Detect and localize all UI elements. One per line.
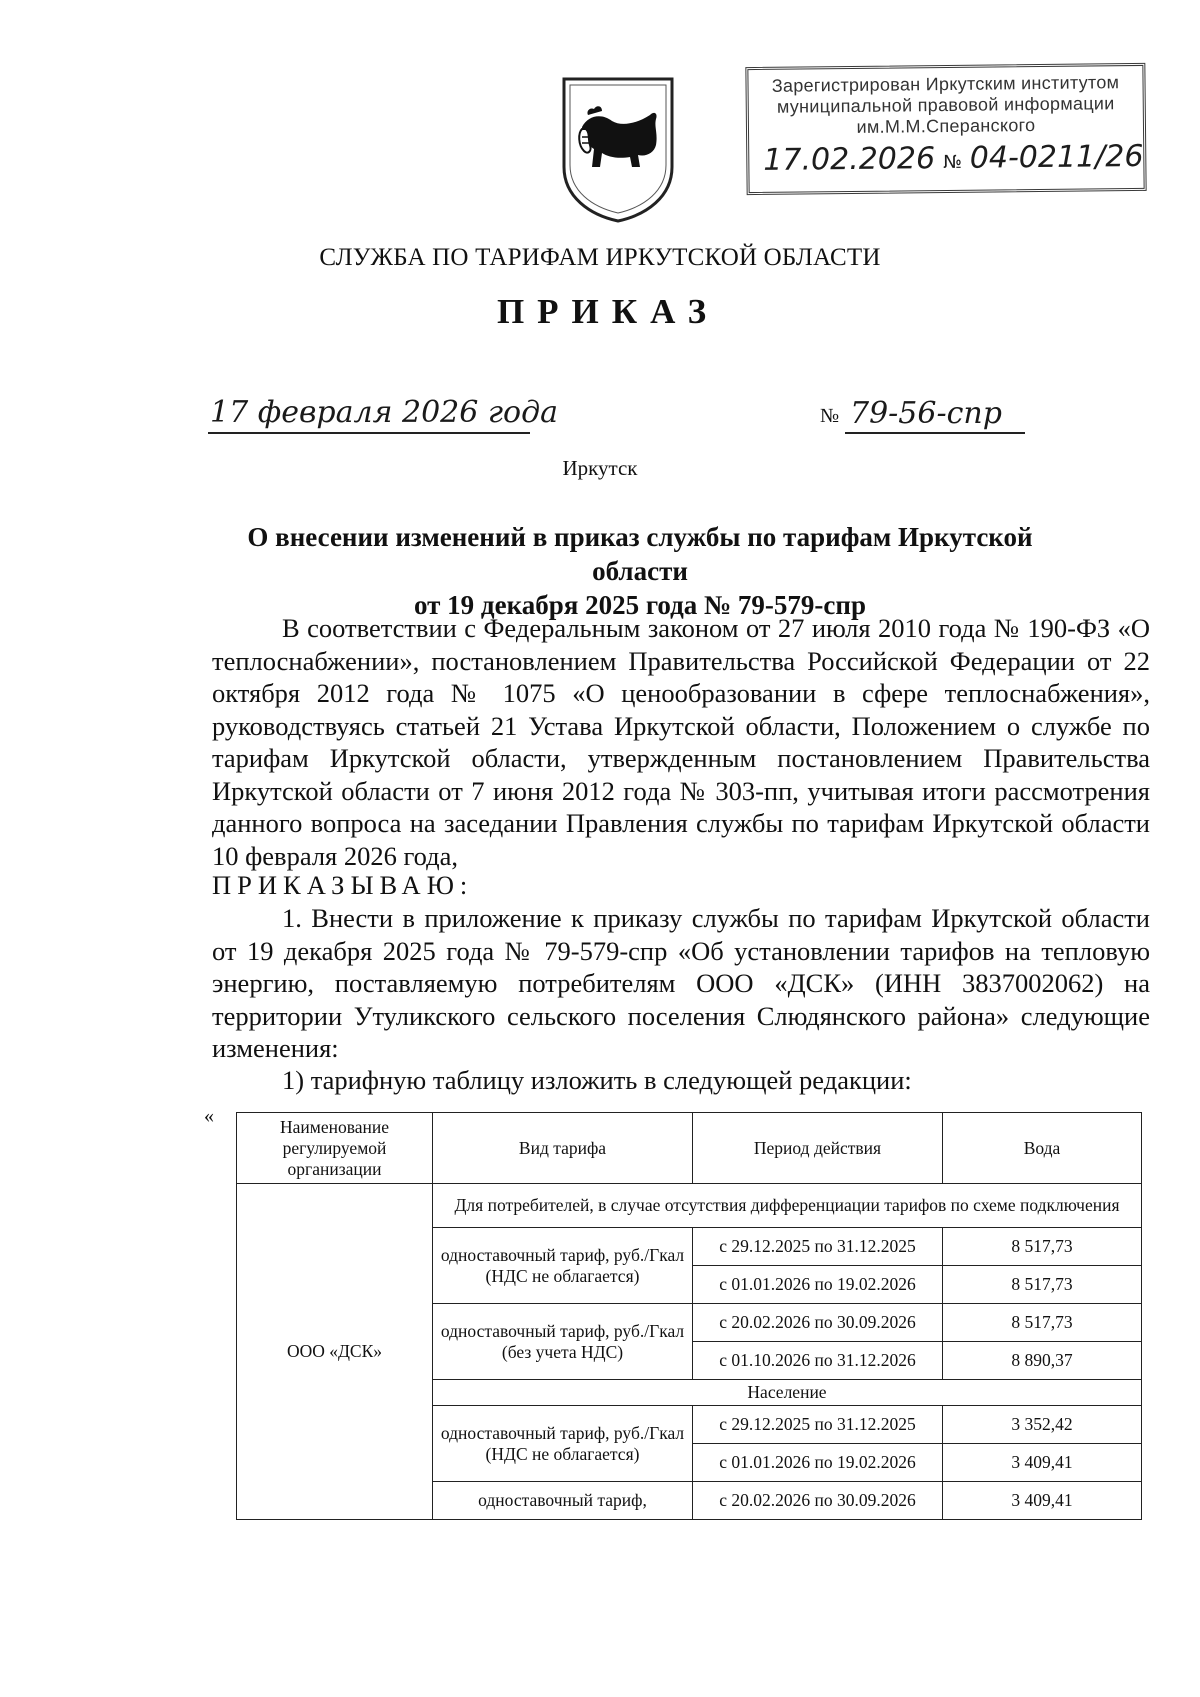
stamp-date: 17.02.2026 <box>763 141 936 178</box>
tariff-type-cell: одноставочный тариф, <box>433 1482 693 1520</box>
stamp-registration-line <box>763 138 1144 178</box>
header-period: Период действия <box>693 1113 943 1184</box>
value-cell: 8 517,73 <box>943 1304 1142 1342</box>
header-tariff-type: Вид тарифа <box>433 1113 693 1184</box>
header-organization: Наименование регулируемой организации <box>237 1113 433 1184</box>
number-underline <box>845 432 1025 434</box>
item-1-subitem: 1) тарифную таблицу изложить в следующей редакции: <box>282 1065 912 1095</box>
tariff-type-cell: одноставочный тариф, руб./Гкал (НДС не облагается) <box>433 1228 693 1304</box>
agency-name: СЛУЖБА ПО ТАРИФАМ ИРКУТСКОЙ ОБЛАСТИ <box>319 244 881 271</box>
table-header-row <box>237 1113 1142 1184</box>
city: Иркутск <box>562 456 638 480</box>
title-line-2: от 19 декабря 2025 года № 79-579-спр <box>414 590 866 620</box>
stamp-number: 04-0211/26 <box>969 138 1144 176</box>
registration-stamp <box>745 63 1146 195</box>
period-cell: с 20.02.2026 по 30.09.2026 <box>693 1304 943 1342</box>
header-water: Вода <box>943 1113 1142 1184</box>
stamp-line-1: Зарегистрирован Иркутским институтом <box>771 72 1120 96</box>
tariff-type-cell: одноставочный тариф, руб./Гкал (НДС не облагается) <box>433 1406 693 1482</box>
date-underline <box>208 432 530 434</box>
coat-of-arms-icon <box>558 75 678 223</box>
organization-cell: ООО «ДСК» <box>237 1184 433 1520</box>
title-line-1: О внесении изменений в приказ службы по тарифам Иркутской области <box>247 522 1033 586</box>
value-cell: 8 517,73 <box>943 1266 1142 1304</box>
item-1-paragraph: 1. Внести в приложение к приказу службы по тарифам Иркутской области от 19 декабря 2025 года № 79-579-спр «Об установлении тарифов на тепловую энергию, поставляемую потребителям ООО «ДСК» (ИНН 3837002062) на территории Утуликского сельского поселения Слюдянского района» следующие изменения: <box>212 903 1150 1063</box>
document-type: ПРИКАЗ <box>496 292 720 331</box>
document-number: 79-56-спр <box>850 396 1002 431</box>
section-general: Для потребителей, в случае отсутствия дифференциации тарифов по схеме подключения <box>433 1184 1142 1228</box>
value-cell: 3 409,41 <box>943 1444 1142 1482</box>
table-section-row <box>237 1184 1142 1228</box>
period-cell: с 01.01.2026 по 19.02.2026 <box>693 1444 943 1482</box>
tariff-type-cell: одноставочный тариф, руб./Гкал (без учета НДС) <box>433 1304 693 1380</box>
period-cell: с 29.12.2025 по 31.12.2025 <box>693 1406 943 1444</box>
opening-quote: « <box>204 1105 214 1127</box>
value-cell: 3 409,41 <box>943 1482 1142 1520</box>
section-population: Население <box>433 1380 1142 1406</box>
preamble-paragraph: В соответствии с Федеральным законом от 27 июля 2010 года № 190-ФЗ «О теплоснабжении», постановлением Правительства Российской Федерации от 22 октября 2012 года № 1075 «О ценообразовании в сфере теплоснабжения», руководствуясь статьей 21 Устава Иркутской области, Положением о службе по тарифам Иркутской области, утвержденным постановлением Правительства Иркутской области от 7 июня 2012 года № 303-пп, учитывая итоги рассмотрения данного вопроса на заседании Правления службы по тарифам Иркутской области 10 февраля 2026 года, <box>212 613 1150 871</box>
document-number-label: № <box>820 405 840 427</box>
stamp-number-label: № <box>943 151 962 174</box>
period-cell: с 01.10.2026 по 31.12.2026 <box>693 1342 943 1380</box>
period-cell: с 20.02.2026 по 30.09.2026 <box>693 1482 943 1520</box>
tariff-table <box>236 1112 1142 1520</box>
period-cell: с 29.12.2025 по 31.12.2025 <box>693 1228 943 1266</box>
value-cell: 8 517,73 <box>943 1228 1142 1266</box>
stamp-line-3: им.М.М.Сперанского <box>856 115 1036 137</box>
document-date: 17 февраля 2026 года <box>210 395 559 430</box>
stamp-line-2: муниципальной правовой информации <box>776 93 1115 117</box>
document-title <box>200 520 1080 622</box>
order-word: ПРИКАЗЫВАЮ: <box>212 870 474 900</box>
value-cell: 3 352,42 <box>943 1406 1142 1444</box>
period-cell: с 01.01.2026 по 19.02.2026 <box>693 1266 943 1304</box>
value-cell: 8 890,37 <box>943 1342 1142 1380</box>
